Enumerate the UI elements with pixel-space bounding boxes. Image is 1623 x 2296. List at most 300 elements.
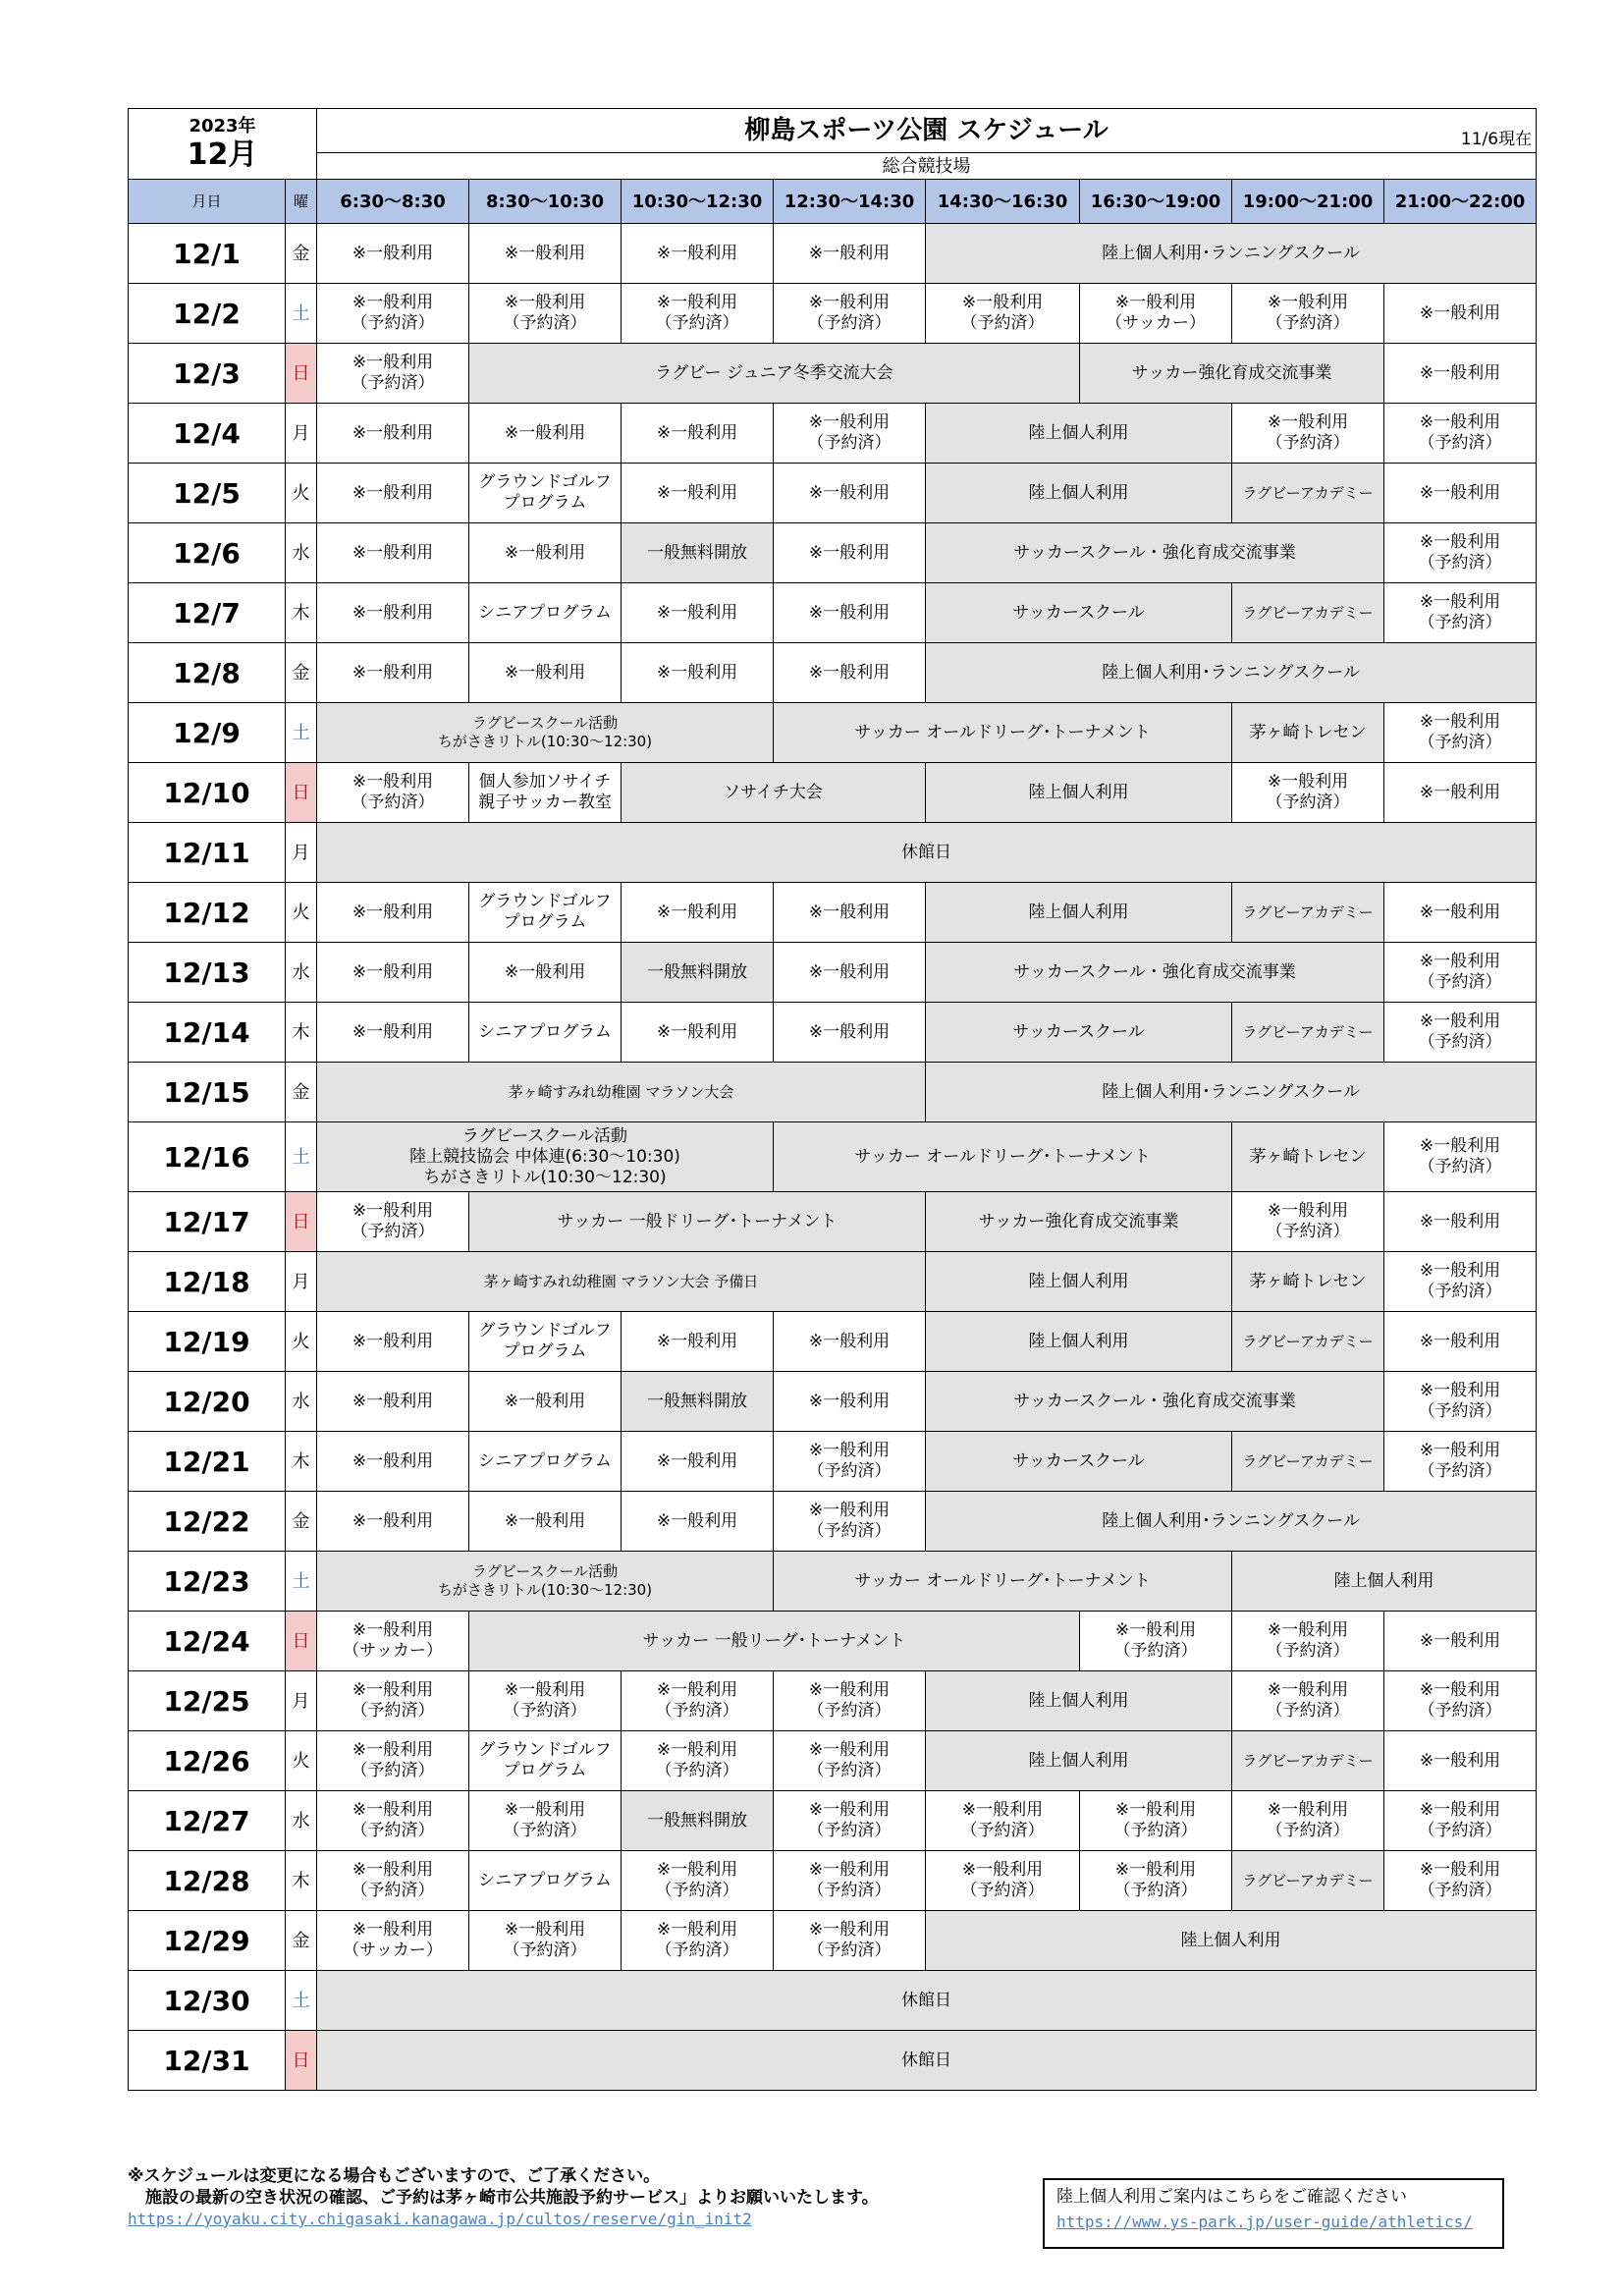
slot-cell bbox=[1232, 763, 1384, 823]
date-cell: 12/30 bbox=[129, 1971, 286, 2031]
slot-text: ※一般利用 bbox=[1114, 293, 1197, 312]
event-cell bbox=[469, 344, 1080, 404]
slot-text: （予約済） bbox=[960, 313, 1045, 333]
date-cell: 12/4 bbox=[129, 404, 286, 464]
event-cell bbox=[926, 1192, 1232, 1252]
day-of-week-cell: 火 bbox=[286, 464, 317, 523]
slot-text: 陸上個人利用 bbox=[1028, 1271, 1129, 1291]
slot-text: ※一般利用 bbox=[808, 482, 891, 503]
slot-text: ※一般利用 bbox=[1267, 293, 1349, 312]
slot-text: （予約済） bbox=[351, 1881, 435, 1900]
slot-text: ※一般利用 bbox=[352, 1391, 434, 1411]
slot-cell bbox=[317, 883, 469, 943]
slot-cell bbox=[469, 464, 622, 523]
date-cell: 12/28 bbox=[129, 1851, 286, 1911]
schedule-row bbox=[129, 1432, 1537, 1492]
date-cell: 12/31 bbox=[129, 2031, 286, 2091]
schedule-row bbox=[129, 643, 1537, 703]
slot-text: ※一般利用 bbox=[504, 662, 586, 683]
slot-cell bbox=[469, 943, 622, 1003]
page-title-text: 柳島スポーツ公園 スケジュール bbox=[744, 115, 1109, 145]
slot-cell bbox=[622, 1851, 774, 1911]
slot-text: （予約済） bbox=[1418, 1881, 1502, 1900]
slot-text: ちがさきリトル(10:30～12:30) bbox=[423, 1167, 667, 1187]
schedule-row bbox=[129, 2031, 1537, 2091]
slot-text: ラグビースクール活動 bbox=[471, 714, 619, 732]
schedule-row bbox=[129, 703, 1537, 763]
slot-text: （予約済） bbox=[351, 1761, 435, 1780]
slot-text: ※一般利用 bbox=[656, 422, 738, 443]
day-of-week-cell: 水 bbox=[286, 1791, 317, 1851]
slot-cell bbox=[1384, 1003, 1537, 1063]
slot-cell bbox=[317, 1851, 469, 1911]
slot-cell bbox=[469, 1312, 622, 1372]
schedule-row bbox=[129, 1671, 1537, 1731]
day-of-week-cell: 水 bbox=[286, 1372, 317, 1432]
schedule-table bbox=[128, 108, 1537, 2091]
event-cell bbox=[1232, 883, 1384, 943]
day-of-week-cell: 月 bbox=[286, 823, 317, 883]
day-of-week-cell: 火 bbox=[286, 1731, 317, 1791]
slot-cell bbox=[1384, 1122, 1537, 1192]
slot-text: ※一般利用 bbox=[1419, 482, 1501, 503]
event-cell bbox=[469, 1612, 1080, 1671]
slot-cell bbox=[1384, 763, 1537, 823]
slot-cell bbox=[774, 1671, 926, 1731]
event-cell bbox=[926, 643, 1537, 703]
day-of-week-cell: 火 bbox=[286, 883, 317, 943]
slot-text: ※一般利用 bbox=[808, 662, 891, 683]
slot-text: 茅ヶ崎すみれ幼稚園 マラソン大会 予備日 bbox=[483, 1272, 759, 1290]
slot-text: ※一般利用 bbox=[656, 1450, 738, 1471]
column-header-dow: 曜 bbox=[286, 180, 317, 224]
slot-text: （予約済） bbox=[807, 433, 892, 453]
schedule-row bbox=[129, 523, 1537, 583]
slot-cell bbox=[774, 523, 926, 583]
slot-cell bbox=[774, 1003, 926, 1063]
footer-note-change: ※スケジュールは変更になる場合もございますので、ご了承ください。 bbox=[128, 2166, 661, 2186]
slot-text: ※一般利用 bbox=[1419, 952, 1501, 971]
slot-cell bbox=[774, 583, 926, 643]
slot-text: ※一般利用 bbox=[1419, 1750, 1501, 1771]
slot-text: ラグビーアカデミー bbox=[1242, 483, 1374, 502]
date-cell: 12/9 bbox=[129, 703, 286, 763]
day-of-week-cell: 金 bbox=[286, 1492, 317, 1552]
slot-text: ※一般利用 bbox=[1114, 1860, 1197, 1880]
event-cell bbox=[622, 523, 774, 583]
slot-cell bbox=[622, 1731, 774, 1791]
slot-cell bbox=[926, 1791, 1080, 1851]
year-label: 2023年 bbox=[189, 115, 256, 137]
slot-text: ※一般利用 bbox=[656, 1920, 738, 1940]
slot-cell bbox=[774, 464, 926, 523]
slot-text: ※一般利用 bbox=[656, 902, 738, 922]
date-cell: 12/16 bbox=[129, 1122, 286, 1192]
slot-cell bbox=[317, 1911, 469, 1971]
slot-text: ※一般利用 bbox=[1419, 1011, 1501, 1031]
day-of-week-cell: 土 bbox=[286, 284, 317, 344]
slot-cell bbox=[622, 1911, 774, 1971]
day-of-week-cell: 金 bbox=[286, 1063, 317, 1122]
year-month-cell bbox=[129, 109, 317, 180]
slot-cell bbox=[317, 224, 469, 284]
slot-text: ※一般利用 bbox=[352, 1740, 434, 1760]
slot-text: ※一般利用 bbox=[808, 1740, 891, 1760]
slot-text: （予約済） bbox=[655, 1941, 739, 1960]
slot-text: プログラム bbox=[503, 912, 587, 932]
slot-cell bbox=[774, 643, 926, 703]
slot-cell bbox=[317, 344, 469, 404]
slot-cell bbox=[622, 643, 774, 703]
slot-text: ※一般利用 bbox=[1267, 1800, 1349, 1820]
slot-cell bbox=[1384, 1372, 1537, 1432]
slot-text: ※一般利用 bbox=[808, 1441, 891, 1460]
slot-text: シニアプログラム bbox=[478, 1870, 612, 1890]
column-header-slot: 12:30～14:30 bbox=[774, 180, 926, 224]
day-of-week-cell: 木 bbox=[286, 1851, 317, 1911]
slot-text: ラグビーアカデミー bbox=[1242, 603, 1374, 622]
slot-text: 一般無料開放 bbox=[647, 542, 747, 563]
slot-text: （サッカー） bbox=[343, 1941, 443, 1960]
event-cell bbox=[774, 703, 1232, 763]
slot-cell bbox=[774, 1492, 926, 1552]
day-of-week-cell: 水 bbox=[286, 523, 317, 583]
slot-text: ちがさきリトル(10:30～12:30) bbox=[437, 733, 653, 750]
slot-text: ※一般利用 bbox=[656, 1021, 738, 1042]
slot-text: ※一般利用 bbox=[352, 1860, 434, 1880]
slot-text: ※一般利用 bbox=[352, 662, 434, 683]
slot-cell bbox=[317, 1372, 469, 1432]
slot-text: ※一般利用 bbox=[352, 1450, 434, 1471]
slot-cell bbox=[622, 464, 774, 523]
slot-cell bbox=[469, 1911, 622, 1971]
date-cell: 12/11 bbox=[129, 823, 286, 883]
footer-notes bbox=[128, 2165, 1051, 2230]
event-cell bbox=[317, 703, 774, 763]
slot-cell bbox=[317, 1791, 469, 1851]
slot-text: ※一般利用 bbox=[1419, 362, 1501, 383]
slot-text: ※一般利用 bbox=[808, 1021, 891, 1042]
day-of-week-cell: 金 bbox=[286, 643, 317, 703]
day-of-week-cell: 土 bbox=[286, 1122, 317, 1192]
slot-cell bbox=[774, 1432, 926, 1492]
date-cell: 12/3 bbox=[129, 344, 286, 404]
slot-cell bbox=[317, 1612, 469, 1671]
event-cell bbox=[317, 2031, 1537, 2091]
slot-text: ラグビーアカデミー bbox=[1242, 902, 1374, 921]
schedule-row bbox=[129, 883, 1537, 943]
page-title bbox=[317, 109, 1537, 153]
slot-cell bbox=[1232, 404, 1384, 464]
slot-text: ※一般利用 bbox=[352, 353, 434, 372]
event-cell bbox=[926, 1003, 1232, 1063]
slot-text: ちがさきリトル(10:30～12:30) bbox=[437, 1581, 653, 1599]
slot-cell bbox=[774, 404, 926, 464]
event-cell bbox=[774, 1122, 1232, 1192]
slot-text: （予約済） bbox=[807, 1761, 892, 1780]
slot-text: ※一般利用 bbox=[352, 1680, 434, 1700]
slot-text: サッカースクール bbox=[1012, 1450, 1145, 1471]
slot-text: シニアプログラム bbox=[478, 1021, 612, 1042]
slot-text: サッカー強化育成交流事業 bbox=[978, 1211, 1179, 1231]
slot-cell bbox=[622, 404, 774, 464]
slot-text: ※一般利用 bbox=[1419, 592, 1501, 612]
slot-cell bbox=[774, 1312, 926, 1372]
event-cell bbox=[622, 763, 926, 823]
schedule-row bbox=[129, 1252, 1537, 1312]
slot-cell bbox=[622, 1432, 774, 1492]
schedule-row bbox=[129, 224, 1537, 284]
slot-text: グラウンドゴルフ bbox=[478, 1740, 612, 1760]
slot-cell bbox=[469, 643, 622, 703]
slot-cell bbox=[1080, 1851, 1232, 1911]
slot-cell bbox=[774, 883, 926, 943]
reservation-link[interactable]: https://yoyaku.city.chigasaki.kanagawa.jp/cultos/reserve/gin_init2 bbox=[128, 2210, 752, 2228]
as-of-date: 11/6現在 bbox=[1460, 130, 1533, 149]
slot-cell bbox=[1384, 943, 1537, 1003]
slot-text: ※一般利用 bbox=[808, 1391, 891, 1411]
slot-text: ※一般利用 bbox=[808, 1680, 891, 1700]
slot-text: ラグビーアカデミー bbox=[1242, 1332, 1374, 1350]
slot-cell bbox=[1384, 883, 1537, 943]
slot-text: ※一般利用 bbox=[1419, 532, 1501, 552]
slot-text: 休館日 bbox=[901, 2050, 952, 2070]
slot-cell bbox=[622, 583, 774, 643]
slot-text: ※一般利用 bbox=[352, 1800, 434, 1820]
schedule-row bbox=[129, 1192, 1537, 1252]
column-header-slot: 21:00～22:00 bbox=[1384, 180, 1537, 224]
event-cell bbox=[1232, 1432, 1384, 1492]
date-cell: 12/8 bbox=[129, 643, 286, 703]
slot-cell bbox=[317, 1192, 469, 1252]
slot-text: ※一般利用 bbox=[1419, 412, 1501, 432]
slot-text: プログラム bbox=[503, 1761, 587, 1780]
date-cell: 12/7 bbox=[129, 583, 286, 643]
slot-text: シニアプログラム bbox=[478, 602, 612, 623]
event-cell bbox=[1232, 1731, 1384, 1791]
event-cell bbox=[926, 1492, 1537, 1552]
slot-cell bbox=[317, 1432, 469, 1492]
slot-text: 陸上競技協会 中体連(6:30～10:30) bbox=[409, 1146, 680, 1167]
schedule-row bbox=[129, 404, 1537, 464]
slot-text: グラウンドゴルフ bbox=[478, 472, 612, 492]
event-cell bbox=[622, 1791, 774, 1851]
slot-text: ※一般利用 bbox=[1419, 782, 1501, 802]
event-cell bbox=[469, 1192, 926, 1252]
slot-cell bbox=[469, 404, 622, 464]
slot-text: （予約済） bbox=[807, 1521, 892, 1541]
slot-text: （予約済） bbox=[1418, 972, 1502, 992]
slot-text: プログラム bbox=[503, 493, 587, 513]
slot-text: ※一般利用 bbox=[504, 961, 586, 982]
column-header-slot: 10:30～12:30 bbox=[622, 180, 774, 224]
slot-cell bbox=[1384, 1612, 1537, 1671]
slot-text: （予約済） bbox=[1266, 793, 1350, 812]
slot-cell bbox=[926, 284, 1080, 344]
slot-text: ※一般利用 bbox=[1419, 1381, 1501, 1400]
slot-cell bbox=[469, 523, 622, 583]
day-of-week-cell: 日 bbox=[286, 1612, 317, 1671]
slot-text: （予約済） bbox=[1418, 1701, 1502, 1721]
slot-text: 一般無料開放 bbox=[647, 1810, 747, 1831]
day-of-week-cell: 土 bbox=[286, 703, 317, 763]
slot-cell bbox=[622, 284, 774, 344]
slot-text: 休館日 bbox=[901, 842, 952, 862]
slot-text: ※一般利用 bbox=[1419, 712, 1501, 732]
column-header-slot: 14:30～16:30 bbox=[926, 180, 1080, 224]
slot-cell bbox=[469, 1731, 622, 1791]
date-cell: 12/2 bbox=[129, 284, 286, 344]
event-cell bbox=[1232, 1003, 1384, 1063]
event-cell bbox=[926, 464, 1232, 523]
date-cell: 12/6 bbox=[129, 523, 286, 583]
slot-cell bbox=[622, 883, 774, 943]
slot-text: ※一般利用 bbox=[808, 293, 891, 312]
slot-text: （予約済） bbox=[960, 1821, 1045, 1840]
slot-text: ※一般利用 bbox=[1419, 1441, 1501, 1460]
athletics-info-link[interactable]: https://www.ys-park.jp/user-guide/athletics/ bbox=[1056, 2213, 1473, 2231]
date-cell: 12/20 bbox=[129, 1372, 286, 1432]
athletics-info-label: 陸上個人利用ご案内はこちらをご確認ください bbox=[1056, 2187, 1407, 2207]
slot-cell bbox=[317, 1312, 469, 1372]
slot-cell bbox=[1384, 583, 1537, 643]
slot-cell bbox=[774, 943, 926, 1003]
slot-cell bbox=[1232, 284, 1384, 344]
date-cell: 12/21 bbox=[129, 1432, 286, 1492]
schedule-row bbox=[129, 344, 1537, 404]
day-of-week-cell: 金 bbox=[286, 224, 317, 284]
slot-cell bbox=[317, 523, 469, 583]
date-cell: 12/13 bbox=[129, 943, 286, 1003]
event-cell bbox=[317, 1063, 926, 1122]
schedule-row bbox=[129, 284, 1537, 344]
event-cell bbox=[1232, 464, 1384, 523]
slot-cell bbox=[1384, 1192, 1537, 1252]
schedule-row bbox=[129, 1552, 1537, 1612]
slot-text: （予約済） bbox=[351, 1701, 435, 1721]
slot-text: ※一般利用 bbox=[504, 542, 586, 563]
event-cell bbox=[1080, 344, 1384, 404]
slot-text: ※一般利用 bbox=[808, 243, 891, 263]
slot-text: （予約済） bbox=[351, 1821, 435, 1840]
schedule-row bbox=[129, 763, 1537, 823]
event-cell bbox=[926, 883, 1232, 943]
event-cell bbox=[926, 763, 1232, 823]
column-header-slot: 6:30～8:30 bbox=[317, 180, 469, 224]
slot-text: （予約済） bbox=[655, 1881, 739, 1900]
event-cell bbox=[926, 1671, 1232, 1731]
slot-text: （予約済） bbox=[960, 1881, 1045, 1900]
schedule-row bbox=[129, 1971, 1537, 2031]
slot-cell bbox=[317, 464, 469, 523]
schedule-row bbox=[129, 583, 1537, 643]
slot-text: （予約済） bbox=[1418, 613, 1502, 632]
slot-text: 陸上個人利用 bbox=[1028, 782, 1129, 802]
slot-text: ※一般利用 bbox=[352, 542, 434, 563]
slot-cell bbox=[1384, 344, 1537, 404]
slot-text: 茅ヶ崎トレセン bbox=[1249, 1146, 1367, 1167]
slot-text: ※一般利用 bbox=[1419, 902, 1501, 922]
slot-text: シニアプログラム bbox=[478, 1450, 612, 1471]
slot-text: ※一般利用 bbox=[961, 1800, 1044, 1820]
event-cell bbox=[926, 1372, 1384, 1432]
slot-text: ※一般利用 bbox=[1267, 412, 1349, 432]
day-of-week-cell: 日 bbox=[286, 2031, 317, 2091]
slot-text: 陸上個人利用 bbox=[1180, 1930, 1281, 1950]
slot-cell bbox=[317, 583, 469, 643]
slot-cell bbox=[774, 1372, 926, 1432]
slot-cell bbox=[469, 883, 622, 943]
slot-text: （予約済） bbox=[351, 373, 435, 393]
slot-cell bbox=[1384, 404, 1537, 464]
athletics-info-box bbox=[1043, 2178, 1504, 2249]
slot-text: ラグビーアカデミー bbox=[1242, 1451, 1374, 1470]
slot-cell bbox=[469, 1791, 622, 1851]
day-of-week-cell: 木 bbox=[286, 1432, 317, 1492]
slot-cell bbox=[1384, 284, 1537, 344]
slot-cell bbox=[317, 643, 469, 703]
slot-text: サッカー 一般リーグ･トーナメント bbox=[642, 1630, 906, 1651]
slot-text: 陸上個人利用 bbox=[1028, 1690, 1129, 1711]
event-cell bbox=[1232, 1312, 1384, 1372]
slot-text: ※一般利用 bbox=[656, 662, 738, 683]
slot-text: ※一般利用 bbox=[1267, 1620, 1349, 1640]
slot-cell bbox=[469, 1372, 622, 1432]
day-of-week-cell: 土 bbox=[286, 1971, 317, 2031]
slot-text: 陸上個人利用 bbox=[1028, 902, 1129, 922]
slot-text: 陸上個人利用 bbox=[1333, 1570, 1434, 1591]
event-cell bbox=[926, 1911, 1537, 1971]
slot-text: サッカースクール・強化育成交流事業 bbox=[1013, 1391, 1296, 1411]
slot-cell bbox=[1384, 464, 1537, 523]
slot-cell bbox=[469, 284, 622, 344]
slot-text: （予約済） bbox=[1266, 1821, 1350, 1840]
day-of-week-cell: 日 bbox=[286, 344, 317, 404]
date-cell: 12/22 bbox=[129, 1492, 286, 1552]
slot-text: （予約済） bbox=[1266, 1641, 1350, 1661]
slot-text: （予約済） bbox=[1418, 1821, 1502, 1840]
slot-text: （予約済） bbox=[1418, 1282, 1502, 1301]
slot-cell bbox=[1232, 1791, 1384, 1851]
day-of-week-cell: 月 bbox=[286, 1252, 317, 1312]
event-cell bbox=[926, 404, 1232, 464]
slot-text: （予約済） bbox=[503, 1941, 587, 1960]
slot-cell bbox=[469, 1492, 622, 1552]
slot-text: グラウンドゴルフ bbox=[478, 1321, 612, 1340]
slot-text: ※一般利用 bbox=[352, 1021, 434, 1042]
slot-cell bbox=[926, 1851, 1080, 1911]
slot-text: （予約済） bbox=[503, 1701, 587, 1721]
slot-text: （予約済） bbox=[1113, 1881, 1198, 1900]
column-header-slot: 8:30～10:30 bbox=[469, 180, 622, 224]
slot-text: （予約済） bbox=[1113, 1821, 1198, 1840]
day-of-week-cell: 木 bbox=[286, 1003, 317, 1063]
slot-cell bbox=[1384, 1851, 1537, 1911]
slot-text: （予約済） bbox=[807, 313, 892, 333]
slot-text: ※一般利用 bbox=[352, 1620, 434, 1640]
slot-text: ラグビースクール活動 bbox=[461, 1125, 628, 1146]
event-cell bbox=[926, 1063, 1537, 1122]
slot-text: ※一般利用 bbox=[352, 602, 434, 623]
slot-text: （予約済） bbox=[1418, 433, 1502, 453]
slot-cell bbox=[1384, 523, 1537, 583]
slot-cell bbox=[469, 224, 622, 284]
slot-text: ラグビー ジュニア冬季交流大会 bbox=[655, 362, 893, 383]
slot-text: ※一般利用 bbox=[352, 1920, 434, 1940]
slot-text: ※一般利用 bbox=[352, 293, 434, 312]
slot-text: ※一般利用 bbox=[504, 1391, 586, 1411]
slot-cell bbox=[1384, 1731, 1537, 1791]
